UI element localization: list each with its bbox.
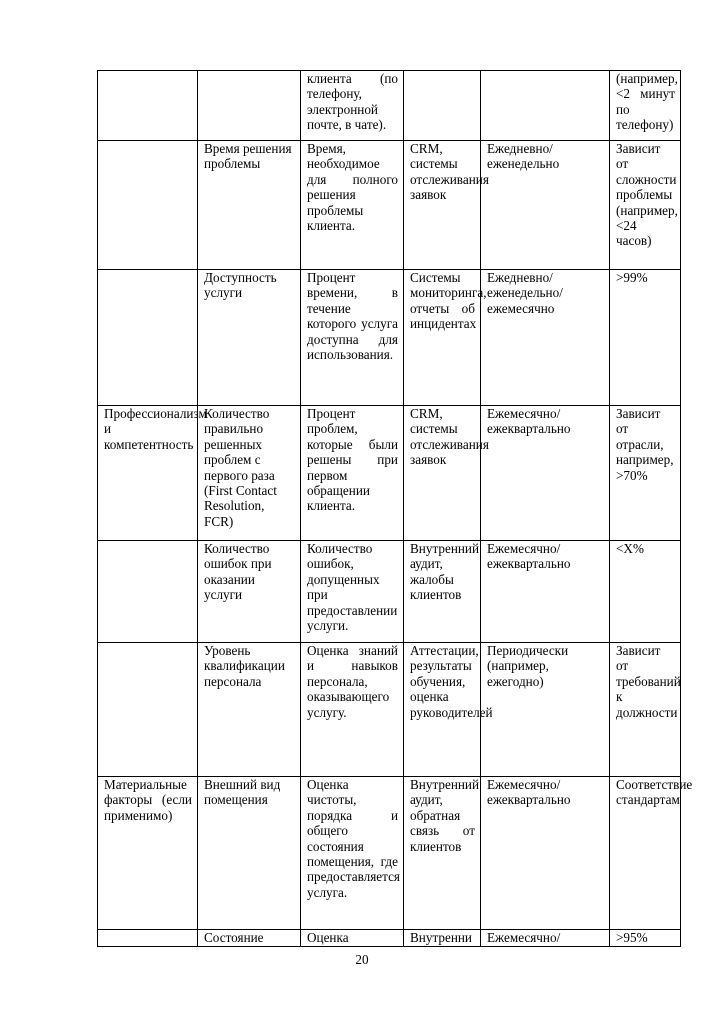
indicator-text: Время решения проблемы [204, 141, 292, 172]
target-value-text: Соответствие стандартам [616, 777, 693, 808]
indicator-text: Доступность услуги [204, 270, 277, 301]
cell-indicator [198, 777, 301, 930]
data-source-text: Системы мониторинга, отчеты об инцидентах [410, 270, 487, 332]
cell-target-value [610, 270, 681, 406]
cell-frequency [481, 71, 610, 141]
table-row [98, 71, 681, 141]
cell-criterion [98, 270, 198, 406]
cell-target-value [610, 141, 681, 270]
cell-data-source [404, 406, 489, 541]
data-source-text: Аттестации, результаты обучения, оценка руководителей [410, 643, 493, 720]
description-text: Время, необходимое для полного решения проблемы клиента. [307, 141, 398, 234]
cell-data-source [404, 71, 481, 141]
table-row [98, 141, 681, 270]
cell-data-source [404, 270, 487, 406]
target-value-text: Зависит от сложности проблемы (например, <24 часов) [616, 141, 678, 249]
data-source-text: CRM, системы отслеживания заявок [410, 406, 489, 468]
cell-criterion [98, 541, 198, 643]
description-text: Процент времени, в течение которого услуга доступна для использования. [307, 270, 398, 363]
target-value-text: Зависит от требований к должности [616, 643, 681, 720]
cell-frequency [481, 406, 610, 541]
cell-data-source [404, 141, 489, 270]
cell-criterion [98, 777, 198, 930]
description-text: Оценка знаний и навыков персонала, оказывающего услугу. [307, 643, 398, 720]
cell-data-source [404, 930, 481, 947]
cell-indicator [198, 406, 301, 541]
target-value-text: Зависит от отрасли, например, >70% [616, 406, 674, 483]
cell-description [301, 930, 404, 947]
criterion-text: Профессионализм и компетентность [104, 406, 207, 452]
table-row [98, 930, 681, 947]
cell-criterion [98, 141, 198, 270]
cell-indicator [198, 71, 301, 141]
target-value-text: >99% [616, 270, 648, 285]
cell-frequency [481, 270, 610, 406]
frequency-text: Ежемесячно/ ежеквартально [487, 541, 571, 572]
cell-target-value [610, 406, 681, 541]
target-value-text: (например, <2 минут по телефону) [616, 71, 678, 133]
cell-criterion [98, 71, 198, 141]
cell-target-value [610, 777, 693, 930]
data-source-text: CRM, системы отслеживания заявок [410, 141, 489, 203]
cell-frequency [481, 930, 610, 947]
description-text: Процент проблем, которые были решены при первом обращении клиента. [307, 406, 398, 514]
frequency-text: Ежемесячно/ ежеквартально [487, 777, 571, 808]
cell-criterion [98, 930, 198, 947]
indicator-text: Внешний вид помещения [204, 777, 281, 808]
frequency-text: Ежедневно/ еженедельно/ежемесячно [487, 270, 563, 316]
cell-description [301, 141, 404, 270]
cell-criterion [98, 406, 207, 541]
cell-indicator [198, 930, 301, 947]
frequency-text: Периодически (например, ежегодно) [487, 643, 569, 689]
table-row [98, 643, 681, 777]
cell-target-value [610, 71, 681, 141]
cell-description [301, 541, 404, 643]
frequency-text: Ежедневно/ еженедельно [487, 141, 560, 172]
cell-description [301, 270, 404, 406]
cell-description [301, 777, 404, 930]
table-row [98, 777, 681, 930]
cell-indicator [198, 141, 301, 270]
metrics-table-body [98, 71, 693, 947]
table-row [98, 541, 681, 643]
description-text: Оценка чистоты, порядка и общего состояния помещения, где предоставляется услуга. [307, 777, 400, 900]
indicator-text: Количество ошибок при оказании услуги [204, 541, 272, 603]
cell-indicator [198, 541, 301, 643]
cell-indicator [198, 643, 301, 777]
cell-frequency [481, 777, 610, 930]
table-row [98, 270, 681, 406]
cell-data-source [404, 643, 493, 777]
data-source-text: Внутренний аудит, жалобы клиентов [410, 541, 480, 603]
target-value-text: <X% [616, 541, 644, 556]
cell-description [301, 406, 404, 541]
table-row [98, 406, 681, 541]
indicator-text: Количество правильно решенных проблем с первого раза (First Contact Resolution, FCR) [204, 406, 277, 529]
cell-indicator [198, 270, 301, 406]
cell-target-value [610, 643, 681, 777]
description-text: Оценка [307, 930, 349, 945]
cell-target-value [610, 930, 681, 947]
cell-criterion [98, 643, 198, 777]
target-value-text: >95% [616, 930, 648, 945]
metrics-table [97, 70, 693, 947]
data-source-text: Внутренний аудит, обратная связь от клиентов [410, 777, 480, 854]
cell-target-value [610, 541, 681, 643]
cell-data-source [404, 777, 481, 930]
indicator-text: Состояние [204, 930, 264, 945]
indicator-text: Уровень квалификации персонала [204, 643, 285, 689]
criterion-text: Материальные факторы (если применимо) [104, 777, 192, 823]
data-source-text: Внутренни [410, 930, 472, 945]
description-text: Количество ошибок, допущенных при предоставлении услуги. [307, 541, 398, 634]
description-text: клиента (по телефону, электронной почте, в чате). [307, 71, 398, 133]
frequency-text: Ежемесячно/ [487, 930, 561, 945]
cell-frequency [481, 141, 610, 270]
cell-data-source [404, 541, 481, 643]
cell-description [301, 643, 404, 777]
frequency-text: Ежемесячно/ ежеквартально [487, 406, 571, 437]
cell-frequency [481, 541, 610, 643]
page-number: 20 [355, 952, 369, 967]
cell-description [301, 71, 404, 141]
cell-frequency [481, 643, 610, 777]
